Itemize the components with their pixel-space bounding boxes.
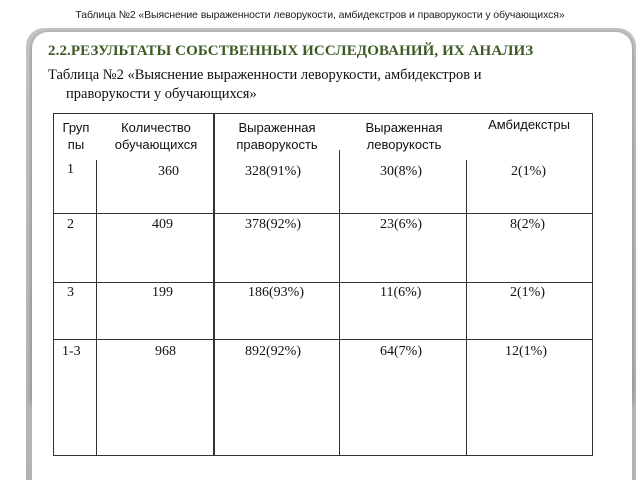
cell-ambi: 8(2%): [510, 217, 545, 232]
window-title: Таблица №2 «Выяснение выраженности леворукости, амбидекстров и праворукости у обучающихся»: [75, 9, 565, 21]
header-count-line2: обучающихся: [114, 137, 198, 152]
header-left: [345, 119, 463, 153]
cell-right: 186(93%): [248, 285, 304, 300]
table-border-top: [53, 113, 593, 114]
col-divider-2: [213, 113, 215, 456]
cell-right: 328(91%): [245, 164, 301, 179]
header-group-line1: Груп: [62, 120, 90, 135]
cell-group: 3: [67, 285, 74, 300]
cell-count: 968: [155, 344, 176, 359]
col-divider-3: [339, 150, 340, 456]
row-divider-2: [53, 282, 593, 283]
table-border-left: [53, 113, 54, 456]
cell-right: 892(92%): [245, 344, 301, 359]
cell-right: 378(92%): [245, 217, 301, 232]
header-group: [56, 119, 96, 153]
cell-group: 1: [67, 162, 74, 177]
col-divider-1: [96, 160, 97, 456]
header-left-line1: Выраженная: [365, 120, 443, 135]
cell-left: 23(6%): [380, 217, 422, 232]
section-heading: 2.2.РЕЗУЛЬТАТЫ СОБСТВЕННЫХ ИССЛЕДОВАНИЙ, ИХ АНАЛИЗ: [48, 43, 534, 59]
cell-count: 199: [152, 285, 173, 300]
cell-group: 2: [67, 217, 74, 232]
cell-group: 1-3: [62, 344, 81, 359]
header-count-line1: Количество: [121, 120, 191, 135]
cell-ambi: 12(1%): [505, 344, 547, 359]
header-right-line1: Выраженная: [238, 120, 316, 135]
header-group-line2: пы: [67, 137, 85, 152]
row-divider-1: [53, 213, 593, 214]
caption-line-2: праворукости у обучающихся»: [66, 86, 257, 102]
table-border-bottom: [53, 455, 593, 456]
header-ambi: [470, 116, 588, 133]
cell-ambi: 2(1%): [510, 285, 545, 300]
cell-left: 11(6%): [380, 285, 422, 300]
header-left-line2: леворукость: [366, 137, 442, 152]
cell-ambi: 2(1%): [511, 164, 546, 179]
cell-count: 409: [152, 217, 173, 232]
caption-line-1: Таблица №2 «Выяснение выраженности леворукости, амбидекстров и: [48, 67, 482, 83]
header-right: [218, 119, 336, 153]
cell-count: 360: [158, 164, 179, 179]
cell-left: 64(7%): [380, 344, 422, 359]
table-border-right: [592, 113, 593, 456]
header-right-line2: праворукость: [236, 137, 318, 152]
cell-left: 30(8%): [380, 164, 422, 179]
col-divider-4: [466, 160, 467, 456]
header-ambi-line1: Амбидекстры: [488, 117, 570, 132]
row-divider-3: [53, 339, 593, 340]
header-count: [104, 119, 208, 153]
